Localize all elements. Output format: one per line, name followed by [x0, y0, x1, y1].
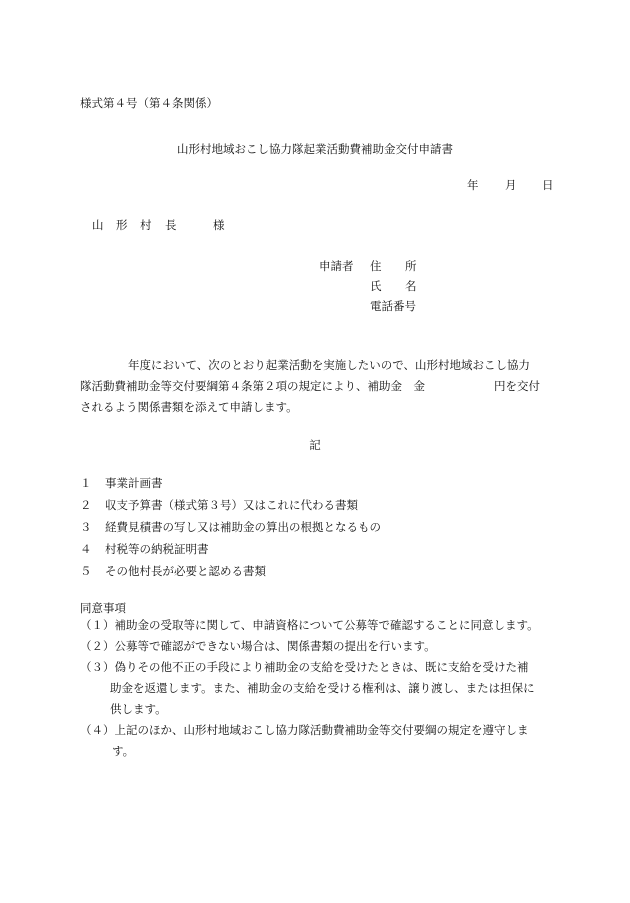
date-month: 月 — [505, 178, 517, 192]
consent-line: （３）偽りその他不正の手段により補助金の支給を受けたときは、既に支給を受けた補 — [80, 660, 529, 674]
item-number: ４ — [80, 542, 92, 556]
consent-line: （２）公募等で確認ができない場合は、関係書類の提出を行います。 — [80, 639, 436, 653]
item-text: 事業計画書 — [105, 476, 163, 490]
form-number: 様式第４号（第４条関係） — [80, 96, 218, 110]
applicant-name-label — [370, 278, 420, 294]
addressee-char: 形 — [116, 218, 128, 232]
item-text: 経費見積書の写し又は補助金の算出の根拠となるもの — [105, 520, 381, 534]
applicant-address-label — [370, 258, 420, 274]
date-year: 年 — [467, 178, 479, 192]
address-char: 住 — [370, 259, 382, 273]
date-day: 日 — [542, 178, 554, 192]
consent-line: す。 — [112, 744, 135, 758]
name-char: 氏 — [370, 279, 382, 293]
addressee-char: 長 — [165, 218, 177, 232]
item-number: ３ — [80, 520, 92, 534]
item-number: １ — [80, 476, 92, 490]
addressee-char: 山 — [92, 218, 104, 232]
applicant-phone-label: 電話番号 — [370, 299, 416, 313]
consent-line: （４）上記のほか、山形村地域おこし協力隊活動費補助金等交付要綱の規定を遵守しま — [80, 723, 529, 737]
body-line: されるよう関係書類を添えて申請します。 — [80, 400, 298, 414]
applicant-label: 申請者 — [319, 259, 354, 273]
addressee-honorific: 様 — [213, 218, 225, 232]
consent-list — [80, 617, 560, 764]
item-text: 村税等の納税証明書 — [105, 542, 209, 556]
addressee — [92, 217, 232, 233]
item-text: その他村長が必要と認める書類 — [105, 564, 266, 578]
address-char: 所 — [405, 259, 417, 273]
addressee-char: 村 — [140, 218, 152, 232]
consent-line: （１）補助金の受取等に関して、申請資格について公募等で確認することに同意します。 — [80, 618, 539, 632]
body-line: 年度において、次のとおり起業活動を実施したいので、山形村地域おこし協力 — [128, 358, 531, 372]
item-text: 収支予算書（様式第３号）又はこれに代わる書類 — [105, 498, 358, 512]
document-title: 山形村地域おこし協力隊起業活動費補助金交付申請書 — [177, 142, 453, 156]
consent-heading: 同意事項 — [80, 601, 126, 615]
date-line — [467, 177, 555, 193]
consent-line: 供します。 — [110, 702, 167, 716]
item-number: ５ — [80, 564, 92, 578]
name-char: 名 — [405, 279, 417, 293]
body-paragraph — [80, 355, 560, 418]
item-number: ２ — [80, 498, 92, 512]
consent-line: 助金を返還します。また、補助金の支給を受ける権利は、譲り渡し、または担保に — [110, 681, 535, 695]
body-line: 隊活動費補助金等交付要綱第４条第２項の規定により、補助金 金 円を交付 — [80, 379, 540, 393]
ki-heading: 記 — [309, 438, 321, 452]
